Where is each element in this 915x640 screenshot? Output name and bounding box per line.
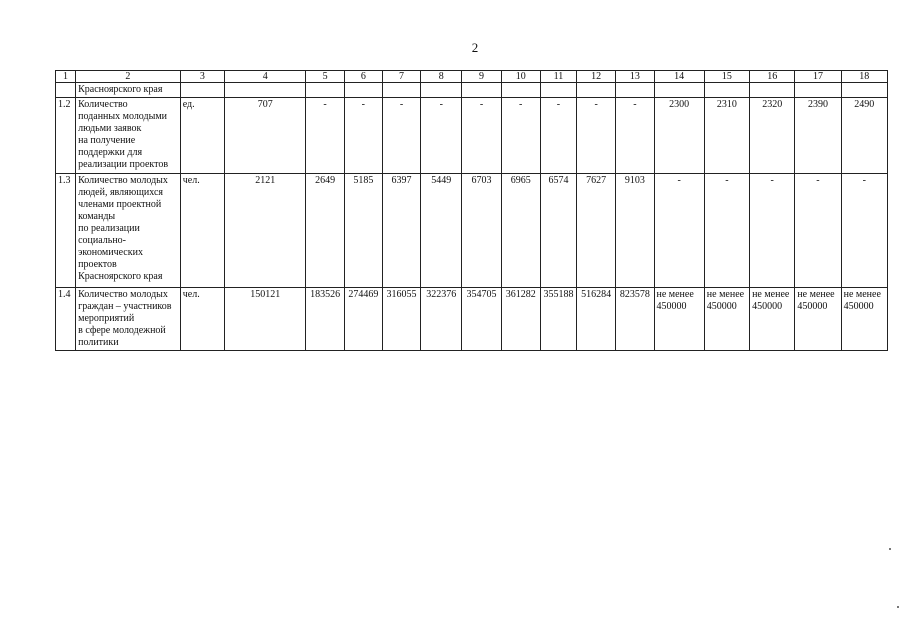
row-value: 5185 [344, 174, 382, 288]
row-base-value: 150121 [225, 288, 306, 351]
row-value: не менее 450000 [841, 288, 887, 351]
row-value: 274469 [344, 288, 382, 351]
row-value: - [306, 98, 344, 174]
column-number: 2 [76, 71, 181, 83]
row-value: 2390 [795, 98, 841, 174]
column-number: 17 [795, 71, 841, 83]
row-value: 2649 [306, 174, 344, 288]
row-base-value: 707 [225, 98, 306, 174]
row-value: - [795, 174, 841, 288]
column-number: 13 [616, 71, 654, 83]
scan-speck [897, 606, 899, 608]
row-value: 354705 [462, 288, 501, 351]
row-value: - [654, 174, 704, 288]
row-value: - [421, 98, 462, 174]
row-value: 6965 [501, 174, 540, 288]
row-value: - [501, 98, 540, 174]
row-value: 2300 [654, 98, 704, 174]
row-value: 823578 [616, 288, 654, 351]
row-value: 183526 [306, 288, 344, 351]
row-value: - [577, 98, 616, 174]
row-base-value: 2121 [225, 174, 306, 288]
row-value: 2320 [750, 98, 795, 174]
continuation-row [56, 83, 888, 98]
row-value: - [841, 174, 887, 288]
row-description: Количество поданных молодыми людьми заявок на получение поддержки для реализации проектов [76, 98, 181, 174]
row-value: 2490 [841, 98, 887, 174]
table-row [56, 174, 888, 288]
row-value: - [540, 98, 576, 174]
row-value: не менее 450000 [654, 288, 704, 351]
row-value: 322376 [421, 288, 462, 351]
column-number: 4 [225, 71, 306, 83]
row-value: - [382, 98, 420, 174]
table-row [56, 288, 888, 351]
column-number: 15 [704, 71, 749, 83]
row-value: 361282 [501, 288, 540, 351]
row-value: 7627 [577, 174, 616, 288]
column-number: 6 [344, 71, 382, 83]
column-number: 10 [501, 71, 540, 83]
table-row [56, 98, 888, 174]
scan-speck [889, 548, 891, 550]
page-number: 2 [471, 40, 479, 55]
row-value: - [462, 98, 501, 174]
row-value: - [704, 174, 749, 288]
row-value: 516284 [577, 288, 616, 351]
row-value: - [750, 174, 795, 288]
row-value: не менее 450000 [750, 288, 795, 351]
row-description: Количество молодых людей, являющихся членами проектной команды по реализации социально- экономических проектов Красноярского края [76, 174, 181, 288]
column-number: 9 [462, 71, 501, 83]
column-number: 5 [306, 71, 344, 83]
row-unit: чел. [180, 174, 224, 288]
row-description: Красноярского края [76, 83, 181, 98]
column-number: 16 [750, 71, 795, 83]
row-value: не менее 450000 [795, 288, 841, 351]
row-value: 316055 [382, 288, 420, 351]
row-description: Количество молодых граждан – участников мероприятий в сфере молодежной политики [76, 288, 181, 351]
column-number: 3 [180, 71, 224, 83]
column-number: 11 [540, 71, 576, 83]
column-number-row [56, 71, 888, 83]
row-value: - [344, 98, 382, 174]
row-unit: чел. [180, 288, 224, 351]
column-number: 7 [382, 71, 420, 83]
column-number: 18 [841, 71, 887, 83]
row-number: 1.4 [56, 288, 76, 351]
column-number: 8 [421, 71, 462, 83]
column-number: 1 [56, 71, 76, 83]
row-number: 1.2 [56, 98, 76, 174]
row-unit: ед. [180, 98, 224, 174]
row-value: 6703 [462, 174, 501, 288]
row-value: 9103 [616, 174, 654, 288]
row-value: 6574 [540, 174, 576, 288]
row-number: 1.3 [56, 174, 76, 288]
row-value: 2310 [704, 98, 749, 174]
row-value: 355188 [540, 288, 576, 351]
row-value: 5449 [421, 174, 462, 288]
row-value: - [616, 98, 654, 174]
column-number: 14 [654, 71, 704, 83]
column-number: 12 [577, 71, 616, 83]
row-value: не менее 450000 [704, 288, 749, 351]
indicators-table [55, 70, 888, 351]
row-value: 6397 [382, 174, 420, 288]
